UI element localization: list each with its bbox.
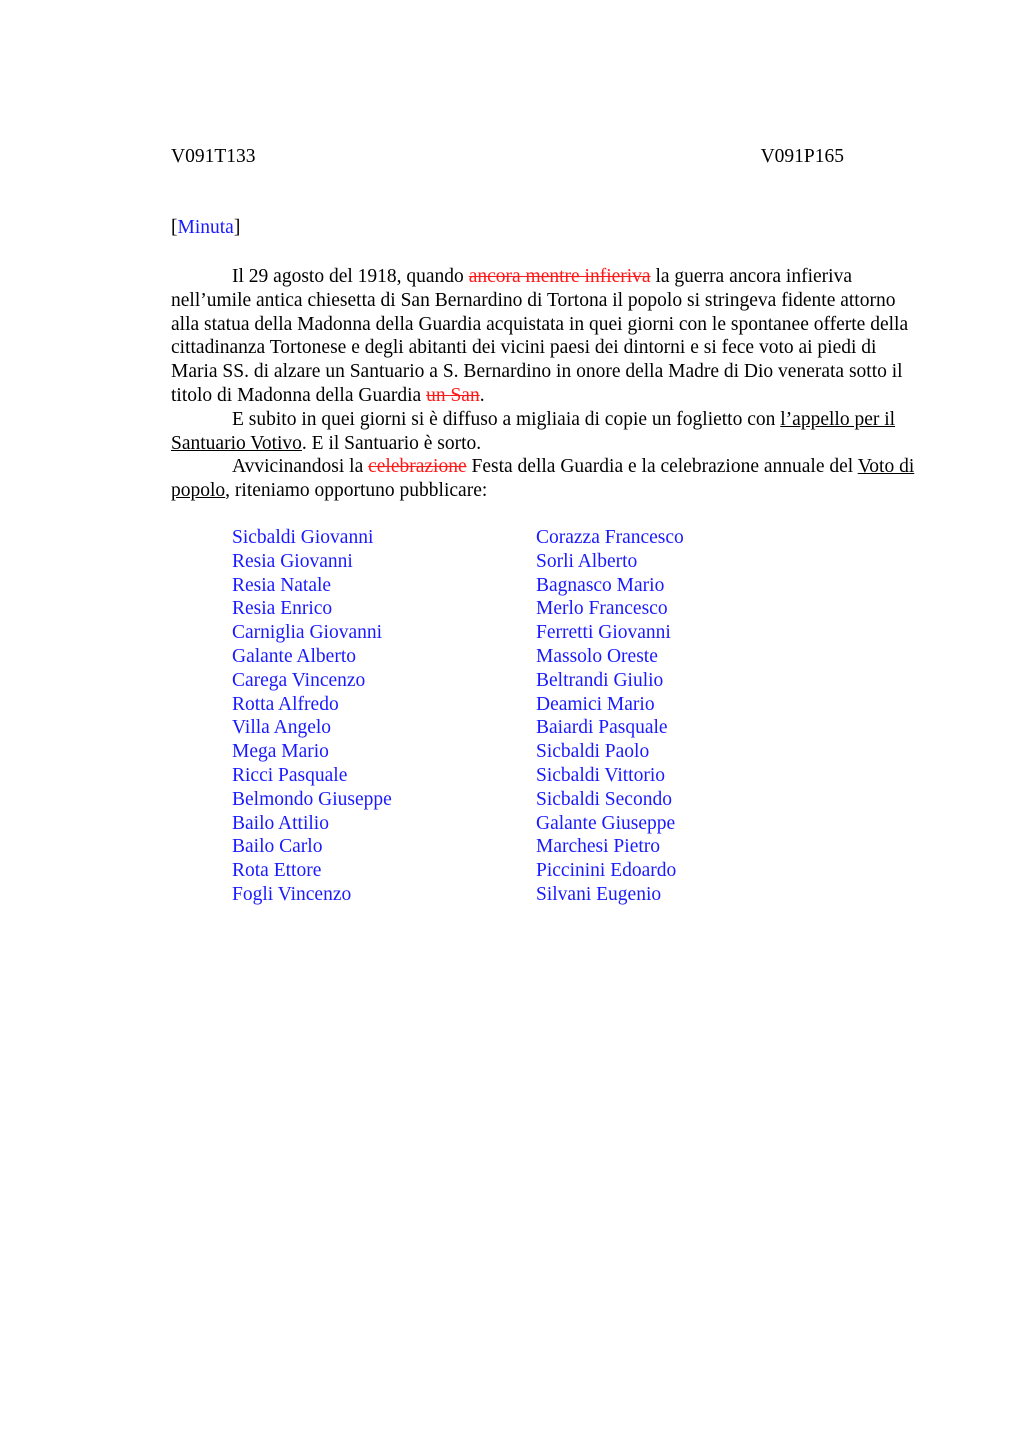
name-item: Mega Mario <box>232 741 329 763</box>
paragraph-text: Il 29 agosto del 1918, quando <box>232 266 469 287</box>
underlined-text: Voto di popolo <box>171 456 915 502</box>
name-item: Galante Alberto <box>232 645 356 667</box>
name-item: Fogli Vincenzo <box>232 883 352 905</box>
name-item: Deamici Mario <box>536 693 655 715</box>
deleted-text: ancora mentre infieriva <box>468 266 651 287</box>
name-item: Resia Natale <box>232 574 332 596</box>
name-item: Ricci Pasquale <box>232 764 348 786</box>
name-item: Rota Ettore <box>232 860 322 882</box>
paragraph-text: E subito in quei giorni si è diffuso a migliaia di copie un foglietto con <box>232 408 781 430</box>
name-item: Carega Vincenzo <box>232 669 366 691</box>
name-item: Sicbaldi Vittorio <box>536 764 666 786</box>
name-item: Marchesi Pietro <box>536 836 661 858</box>
name-item: Villa Angelo <box>232 717 332 739</box>
paragraph-1 <box>171 265 926 408</box>
name-item: Rotta Alfredo <box>232 693 339 715</box>
deleted-text: celebrazione <box>368 456 467 478</box>
name-item: Sicbaldi Secondo <box>536 788 672 810</box>
name-item: Sicbaldi Paolo <box>536 741 650 763</box>
name-item: Silvani Eugenio <box>536 883 662 905</box>
document-label <box>171 217 240 239</box>
paragraph-text: , riteniamo opportuno pubblicare: <box>225 480 488 502</box>
underlined-text: l’appello per il Santuario Votivo <box>171 408 896 454</box>
paragraph-2 <box>171 408 926 456</box>
paragraph-text: Avvicinandosi la <box>232 456 369 478</box>
label-close-bracket: ] <box>233 217 241 238</box>
paragraph-text: la guerra ancora infieriva nell’umile antica chiesetta di San Bernardino di Tortona il popolo si stringeva fidente attorno alla statua della Madonna della Guardia acquistata in quei giorni con le spontanee offerte della cittadinanza Tortonese e degli abitanti dei vicini paesi dei dintorni e si fece voto ai piedi di Maria SS. di alzare un Santuario a S. Bernardino in onore della Madre di Dio venerata sotto il titolo di Madonna della Guardia <box>171 266 909 406</box>
document-code-left: V091T133 <box>171 146 256 167</box>
name-item: Bailo Carlo <box>232 836 323 858</box>
name-item: Piccinini Edoardo <box>536 860 677 882</box>
name-item: Beltrandi Giulio <box>536 669 664 691</box>
paragraph-3 <box>171 455 926 503</box>
document-body <box>171 265 926 503</box>
name-item: Galante Giuseppe <box>536 812 676 834</box>
name-item: Baiardi Pasquale <box>536 717 668 739</box>
names-column-left <box>232 526 392 907</box>
name-item: Resia Enrico <box>232 598 333 620</box>
name-item: Corazza Francesco <box>536 527 684 548</box>
page-header <box>171 146 844 170</box>
label-minuta: Minuta <box>177 217 234 238</box>
name-item: Belmondo Giuseppe <box>232 788 392 810</box>
name-item: Sorli Alberto <box>536 550 638 572</box>
names-column-right <box>536 526 684 907</box>
name-item: Ferretti Giovanni <box>536 622 671 644</box>
paragraph-text: Festa della Guardia e la celebrazione annuale del <box>466 456 858 478</box>
label-open-bracket: [ <box>171 217 178 238</box>
document-code-right: V091P165 <box>760 146 844 167</box>
name-item: Bagnasco Mario <box>536 574 665 596</box>
name-item: Bailo Attilio <box>232 812 329 834</box>
name-item: Massolo Oreste <box>536 645 658 667</box>
paragraph-text: . <box>479 384 485 406</box>
name-item: Resia Giovanni <box>232 550 353 572</box>
name-item: Merlo Francesco <box>536 598 668 620</box>
paragraph-text: . E il Santuario è sorto. <box>301 432 482 454</box>
name-item: Carniglia Giovanni <box>232 622 383 644</box>
deleted-text: un San <box>426 384 480 406</box>
name-item: Sicbaldi Giovanni <box>232 527 374 548</box>
